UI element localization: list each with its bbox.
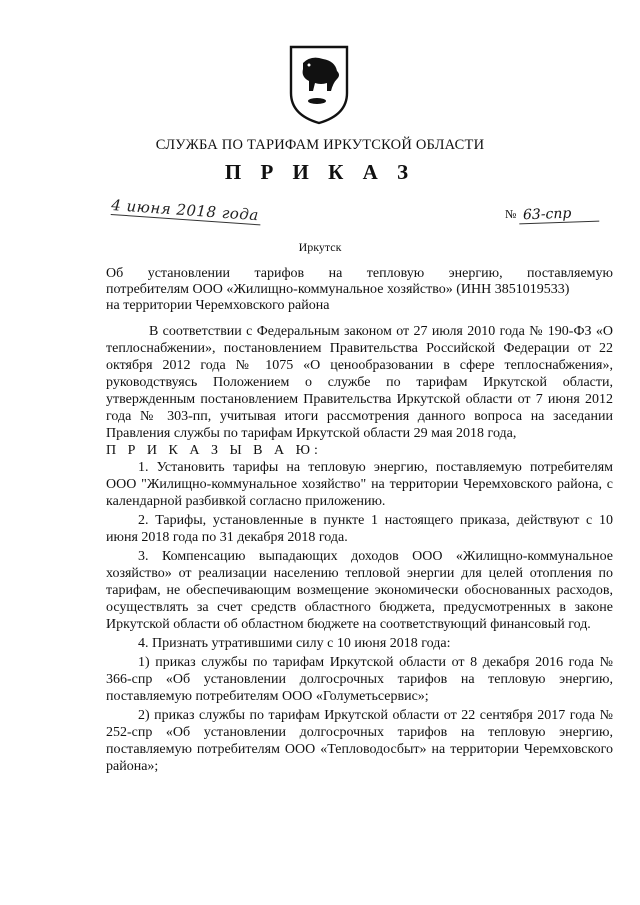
handwritten-number: 63-спр bbox=[519, 205, 600, 225]
item-3: 3. Компенсацию выпадающих доходов ООО «Жилищно-коммунальное хозяйство» от реализации населению тепловой энергии для целей отопления по тарифам, не обеспечивающим возмещение экономически обоснованных расходов, осуществлять за счет средств областного бюджета, предусмотренных в законе Иркутской области об областном бюджете на соответствующий финансовый год. bbox=[106, 549, 613, 632]
order-keyword: П Р И К А З Ы В А Ю: bbox=[106, 443, 322, 458]
item-4-subitem-1: 1) приказ службы по тарифам Иркутской области от 8 декабря 2016 года № 366-спр «Об установлении долгосрочных тарифов на тепловую энергию, поставляемую потребителям ООО «Голуметьсервис»; bbox=[106, 655, 613, 704]
handwritten-date: 4 июня 2018 года bbox=[111, 196, 262, 225]
document-type: П Р И К А З bbox=[224, 160, 416, 184]
order-subject bbox=[106, 266, 613, 314]
city: Иркутск bbox=[298, 240, 342, 254]
item-2: 2. Тарифы, установленные в пункте 1 настоящего приказа, действуют с 10 июня 2018 года по 31 декабря 2018 года. bbox=[106, 513, 613, 545]
item-1: 1. Установить тарифы на тепловую энергию, поставляемую потребителям ООО "Жилищно-коммунальное хозяйство" на территории Черемховского района, с календарной разбивкой согласно приложению. bbox=[106, 460, 613, 509]
coat-of-arms-icon bbox=[287, 43, 351, 127]
number-prefix: № bbox=[505, 207, 517, 221]
subject-line: на территории Черемховского района bbox=[106, 298, 330, 313]
order-body bbox=[106, 323, 613, 775]
subject-line: Об установлении тарифов на тепловую энергию, поставляемую bbox=[106, 266, 613, 281]
order-number bbox=[505, 206, 599, 223]
item-4: 4. Признать утратившими силу с 10 июня 2018 года: bbox=[138, 636, 451, 651]
preamble-paragraph: В соответствии с Федеральным законом от 27 июля 2010 года № 190-ФЗ «О теплоснабжении», постановлением Правительства Российской Федерации от 22 октября 2012 года № 1075 «О ценообразовании в сфере теплоснабжения», руководствуясь Положением о службе по тарифам Иркутской области, утвержденным постановлением Правительства Иркутской области от 7 июня 2012 года № 303-пп, учитывая итоги рассмотрения данного вопроса на заседании Правления службы по тарифам Иркутской области 29 мая 2018 года, bbox=[106, 324, 613, 441]
item-4-subitem-2: 2) приказ службы по тарифам Иркутской области от 22 сентября 2017 года № 252-спр «Об установлении долгосрочных тарифов на тепловую энергию, поставляемую потребителям ООО «Тепловодосбыт» на территории Черемховского района»; bbox=[106, 708, 613, 774]
subject-line: потребителям ООО «Жилищно-коммунальное хозяйство» (ИНН 3851019533) bbox=[106, 282, 570, 297]
agency-name: СЛУЖБА ПО ТАРИФАМ ИРКУТСКОЙ ОБЛАСТИ bbox=[155, 137, 485, 153]
